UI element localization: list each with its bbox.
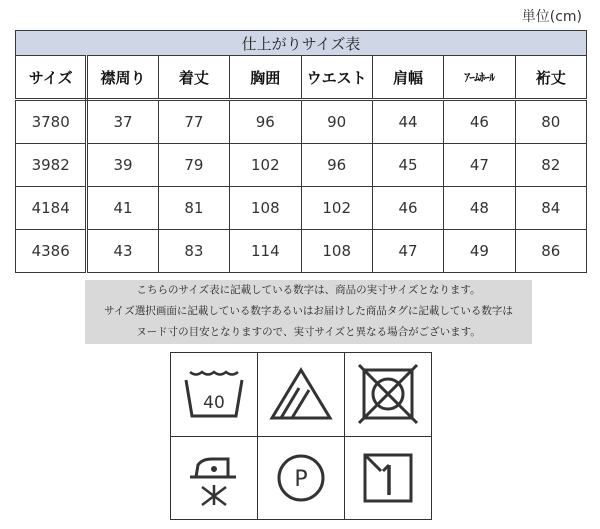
- cell-neck: 43: [87, 230, 158, 273]
- cell-neck: 37: [87, 100, 158, 144]
- cell-size: 3982: [16, 144, 87, 187]
- cell-sleeve: 84: [515, 187, 586, 230]
- cell-chest: 102: [230, 144, 301, 187]
- table-row: [16, 187, 587, 230]
- header-chest: 胸囲: [230, 56, 301, 100]
- table-row: [16, 100, 587, 144]
- cell-shoulder: 46: [372, 187, 443, 230]
- cell-armhole: 47: [444, 144, 515, 187]
- header-neck: 襟周り: [87, 56, 158, 100]
- cell-size: 4386: [16, 230, 87, 273]
- header-size: サイズ: [16, 56, 87, 100]
- cell-armhole: 46: [444, 100, 515, 144]
- size-table-header-row: [16, 56, 587, 100]
- iron-low-temp-no-steam-icon: [171, 436, 258, 520]
- wash-temp-label: 40: [203, 393, 225, 414]
- size-table-title-row: [16, 31, 587, 56]
- table-row: [16, 144, 587, 187]
- cell-chest: 108: [230, 187, 301, 230]
- cell-waist: 108: [301, 230, 372, 273]
- note-line-3: ヌード寸の目安となりますので、実寸サイズと異なる場合がございます。: [136, 326, 481, 338]
- size-table: [15, 30, 587, 273]
- cell-sleeve: 80: [515, 100, 586, 144]
- table-row: [16, 230, 587, 273]
- size-note: [85, 280, 532, 344]
- cell-waist: 102: [301, 187, 372, 230]
- cell-sleeve: 86: [515, 230, 586, 273]
- cell-armhole: 49: [444, 230, 515, 273]
- header-waist: ウエスト: [301, 56, 372, 100]
- cell-neck: 39: [87, 144, 158, 187]
- cell-length: 81: [158, 187, 229, 230]
- dry-clean-letter: P: [294, 466, 308, 492]
- cell-size: 4184: [16, 187, 87, 230]
- cell-length: 79: [158, 144, 229, 187]
- cell-chest: 96: [230, 100, 301, 144]
- note-line-2: サイズ選択画面に記載している数字あるいはお届けした商品タグに記載している数字は: [104, 305, 513, 317]
- cell-armhole: 48: [444, 187, 515, 230]
- unit-label: 単位(cm): [521, 9, 582, 25]
- cell-length: 77: [158, 100, 229, 144]
- header-sleeve: 裄丈: [515, 56, 586, 100]
- dry-clean-p-icon: [258, 436, 345, 520]
- cell-waist: 96: [301, 144, 372, 187]
- header-length: 着丈: [158, 56, 229, 100]
- care-symbols-grid: [170, 352, 432, 520]
- cell-chest: 114: [230, 230, 301, 273]
- cell-waist: 90: [301, 100, 372, 144]
- cell-sleeve: 82: [515, 144, 586, 187]
- cell-shoulder: 44: [372, 100, 443, 144]
- bleach-oxygen-ok-icon: [258, 353, 345, 437]
- cell-neck: 41: [87, 187, 158, 230]
- cell-size: 3780: [16, 100, 87, 144]
- cell-shoulder: 45: [372, 144, 443, 187]
- note-line-1: こちらのサイズ表に記載している数字は、商品の実寸サイズとなります。: [136, 284, 481, 296]
- wash-tub-40-icon: [171, 353, 258, 437]
- header-armhole: ｱｰﾑﾎｰﾙ: [444, 56, 515, 100]
- size-table-title: 仕上がりサイズ表: [16, 31, 587, 56]
- header-shoulder: 肩幅: [372, 56, 443, 100]
- shade-drip-dry-icon: [345, 436, 432, 520]
- cell-shoulder: 47: [372, 230, 443, 273]
- cell-length: 83: [158, 230, 229, 273]
- no-tumble-dry-icon: [345, 353, 432, 437]
